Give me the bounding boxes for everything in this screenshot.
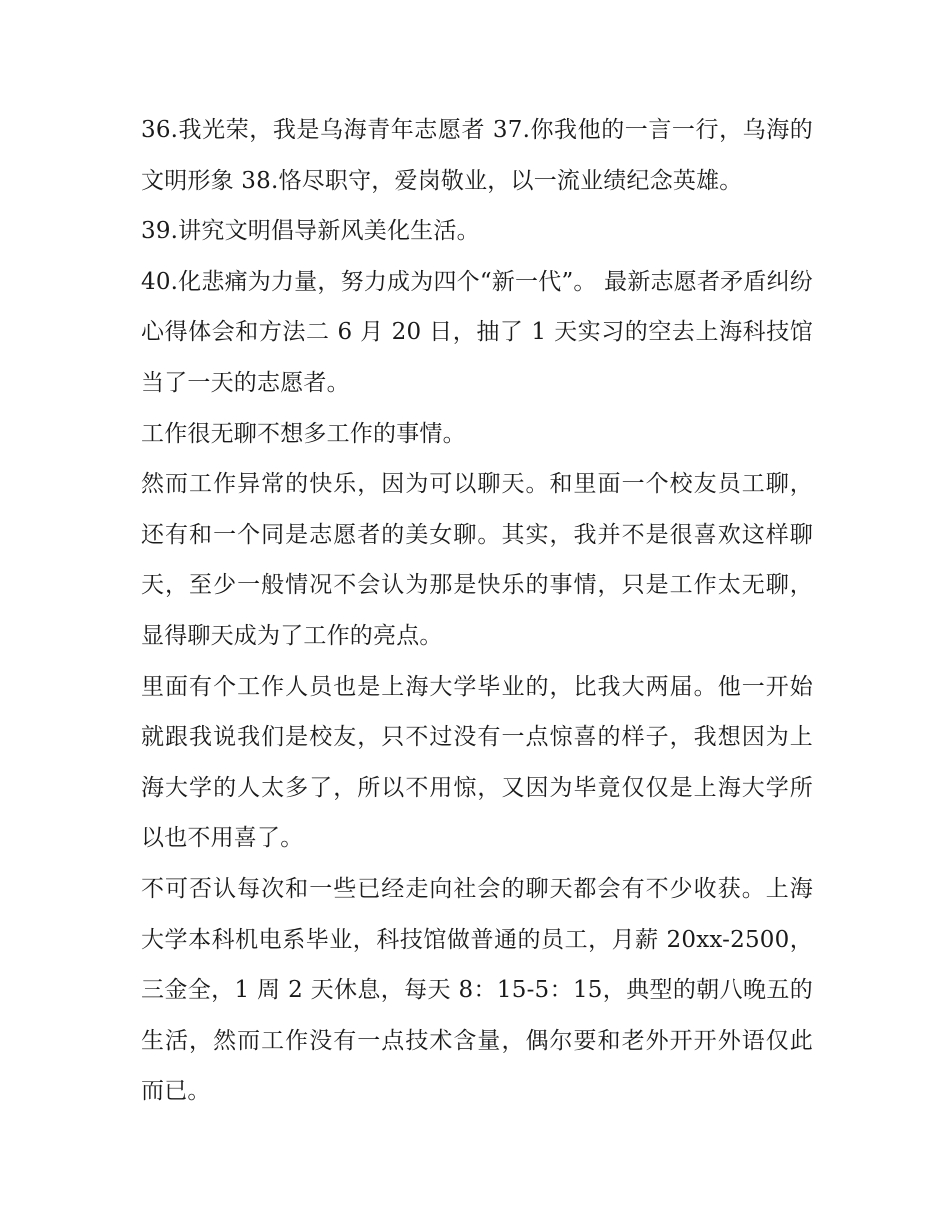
paragraph-slogans-36-38: 36.我光荣，我是乌海青年志愿者 37.你我他的一言一行，乌海的文明形象 38.恪尽职守，爱岗敬业，以一流业绩纪念英雄。 (141, 117, 813, 194)
document-body (141, 105, 813, 1117)
paragraph-chatting: 然而工作异常的快乐，因为可以聊天。和里面一个校友员工聊，还有和一个同是志愿者的美女聊。其实，我并不是很喜欢这样聊天，至少一般情况不会认为那是快乐的事情，只是工作太无聊，显得聊天成为了工作的亮点。 (141, 471, 813, 649)
paragraph-takeaways: 不可否认每次和一些已经走向社会的聊天都会有不少收获。上海大学本科机电系毕业，科技馆做普通的员工，月薪 20xx-2500，三金全，1 周 2 天休息，每天 8：15-5：15，典型的朝八晚五的生活，然而工作没有一点技术含量，偶尔要和老外开开外语仅此而已。 (141, 875, 813, 1105)
paragraph-slogan-40-intro: 40.化悲痛为力量，努力成为四个“新一代”。 最新志愿者矛盾纠纷心得体会和方法二 6 月 20 日，抽了 1 天实习的空去上海科技馆当了一天的志愿者。 (141, 268, 813, 396)
paragraph-boring-work: 工作很无聊不想多工作的事情。 (141, 420, 466, 447)
paragraph-slogan-39: 39.讲究文明倡导新风美化生活。 (141, 218, 480, 245)
paragraph-alumnus: 里面有个工作人员也是上海大学毕业的，比我大两届。他一开始就跟我说我们是校友，只不过没有一点惊喜的样子，我想因为上海大学的人太多了，所以不用惊，又因为毕竟仅仅是上海大学所以也不用喜了。 (141, 673, 813, 852)
